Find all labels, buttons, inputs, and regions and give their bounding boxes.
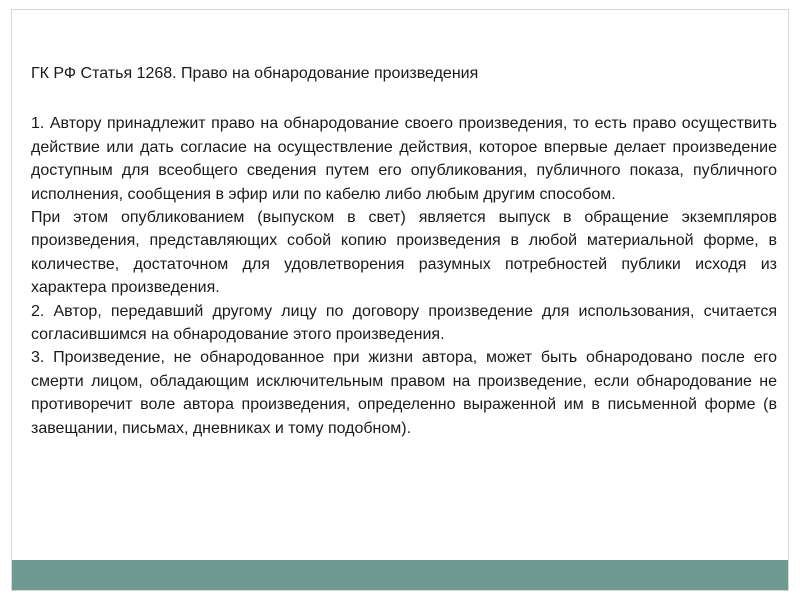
paragraph-1-continued: При этом опубликованием (выпуском в свет) является выпуск в обращение экземпляров произведения, представляющих собой копию произведения в любой материальной форме, в количестве, достаточном для удовлетворения разумных потребностей публики исходя из характера произведения.	[31, 209, 777, 297]
slide-content	[31, 62, 777, 440]
article-title: ГК РФ Статья 1268. Право на обнародование произведения	[31, 65, 479, 82]
slide-frame	[11, 9, 789, 591]
paragraph-3: 3. Произведение, не обнародованное при жизни автора, может быть обнародовано после его смерти лицом, обладающим исключительным правом на произведение, если обнародование не противоречит воле автора произведения, определенно выраженной им в письменной форме (в завещании, письмах, дневниках и тому подобном).	[31, 349, 777, 437]
paragraph-1: 1. Автору принадлежит право на обнародование своего произведения, то есть право осуществить действие или дать согласие на осуществление действия, которое впервые делает произведение доступным для всеобщего сведения путем его опубликования, публичного показа, публичного исполнения, сообщения в эфир или по кабелю либо любым другим способом.	[31, 115, 777, 203]
footer-bar	[12, 560, 788, 590]
paragraph-2: 2. Автор, передавший другому лицу по договору произведение для использования, считается согласившимся на обнародование этого произведения.	[31, 302, 777, 344]
